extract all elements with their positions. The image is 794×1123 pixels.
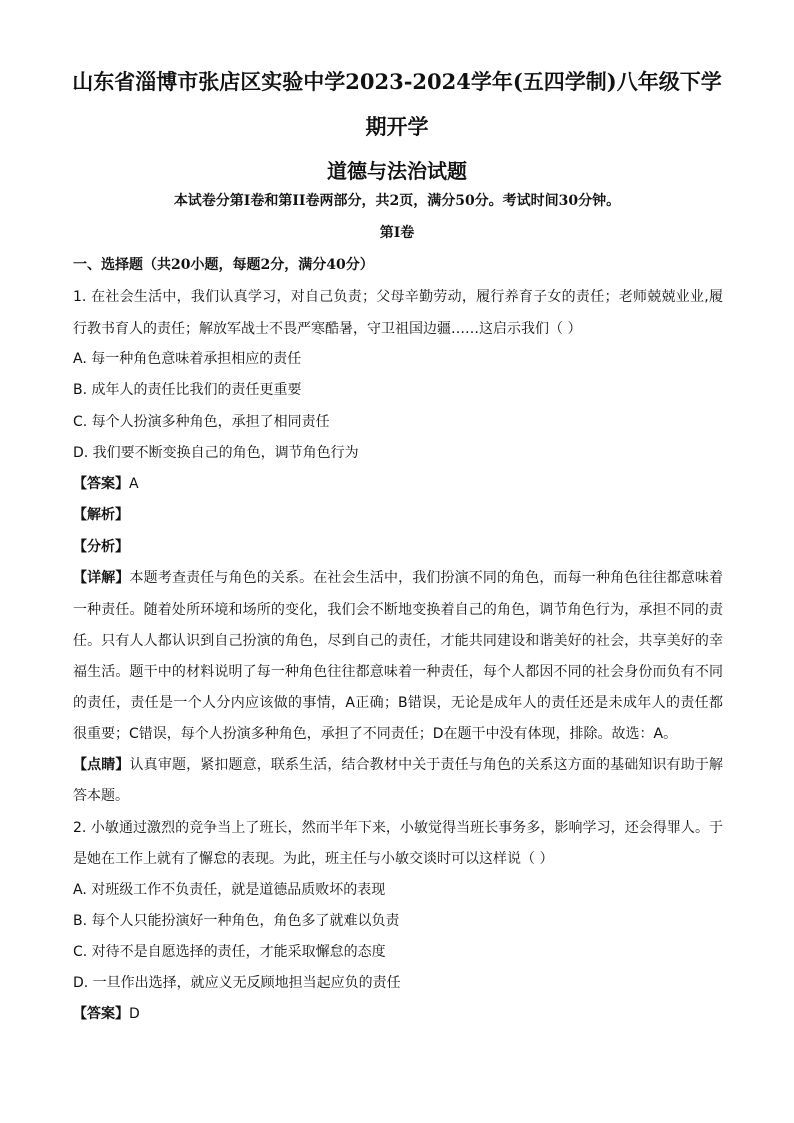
q1-answer [73,474,723,494]
answer-tag: 【答案】 [73,476,129,492]
volume-heading: 第I卷 [379,225,415,241]
q1-detail-line5: 的责任，责任是一个人分内应该做的事情，A正确；B错误，无论是成年人的责任还是未成年人的责任都 [73,695,723,711]
exam-title-line2: 期开学 [365,114,429,139]
q1-detail-line2: 一种责任。随着处所环境和场所的变化，我们会不断地变换着自己的角色，调节角色行为，承担不同的责 [73,602,723,618]
q2-option-a: A. 对班级工作不负责任，就是道德品质败坏的表现 [73,882,386,898]
point-text: 认真审题，紧扣题意，联系生活，结合教材中关于责任与角色的关系这方面的基础知识有助于解 [129,757,724,773]
q1-option-b: B. 成年人的责任比我们的责任更重要 [73,382,302,398]
q1-fenxi-tag: 【分析】 [73,539,129,555]
exam-title-line1: 山东省淄博市张店区实验中学2023-2024学年(五四学制)八年级下学 [72,69,722,94]
q1-jiexi-tag: 【解析】 [73,507,129,523]
q1-option-a: A. 每一种角色意味着承担相应的责任 [73,351,302,367]
q2-stem-line1: 2. 小敏通过激烈的竞争当上了班长，然而半年下来，小敏觉得当班长事务多，影响学习，还会得罪人。于 [73,820,723,836]
q1-point-line2: 答本题。 [73,788,129,804]
detail-tag: 【详解】 [73,570,130,586]
q1-stem-line1: 1. 在社会生活中，我们认真学习，对自己负责；父母辛勤劳动，履行养育子女的责任；老师兢兢业业,履 [73,289,723,305]
q2-option-c: C. 对待不是自愿选择的责任，才能采取懈怠的态度 [73,944,386,960]
detail-text: 本题考查责任与角色的关系。在社会生活中，我们扮演不同的角色，而每一种角色往往都意味着 [129,570,724,586]
q1-stem-line2: 行教书育人的责任；解放军战士不畏严寒酷暑，守卫祖国边疆……这启示我们（ ） [73,321,582,337]
q2-option-b: B. 每个人只能扮演好一种角色，角色多了就难以负责 [73,913,400,929]
exam-info: 本试卷分第I卷和第II卷两部分，共2页，满分50分。考试时间30分钟。 [173,193,621,209]
q2-stem-line2: 是她在工作上就有了懈怠的表现。为此，班主任与小敏交谈时可以这样说（ ） [73,851,554,867]
q1-detail-line6: 很重要；C错误，每个人扮演多种角色，承担了不同责任；D在题干中没有体现，排除。故选：A。 [73,726,678,742]
q2-answer [73,1004,723,1024]
q1-option-d: D. 我们要不断变换自己的角色，调节角色行为 [73,445,359,461]
answer-tag: 【答案】 [73,1006,129,1022]
q1-detail-line3: 任。只有人人都认识到自己扮演的角色，尽到自己的责任，才能共同建设和谐美好的社会，共享美好的幸 [73,633,723,649]
q1-point-line1 [73,755,723,775]
q2-option-d: D. 一旦作出选择，就应义无反顾地担当起应负的责任 [73,975,401,991]
q1-detail-line4: 福生活。题干中的材料说明了每一种角色往往都意味着一种责任，每个人都因不同的社会身份而负有不同 [73,664,723,680]
section-heading: 一、选择题（共20小题，每题2分，满分40分） [73,257,374,273]
point-tag: 【点睛】 [73,757,130,773]
q1-option-c: C. 每个人扮演多种角色，承担了相同责任 [73,414,330,430]
q1-detail-line1 [73,568,723,588]
answer-value: A [129,476,139,492]
answer-value: D [129,1006,140,1022]
subject-title: 道德与法治试题 [327,159,467,183]
